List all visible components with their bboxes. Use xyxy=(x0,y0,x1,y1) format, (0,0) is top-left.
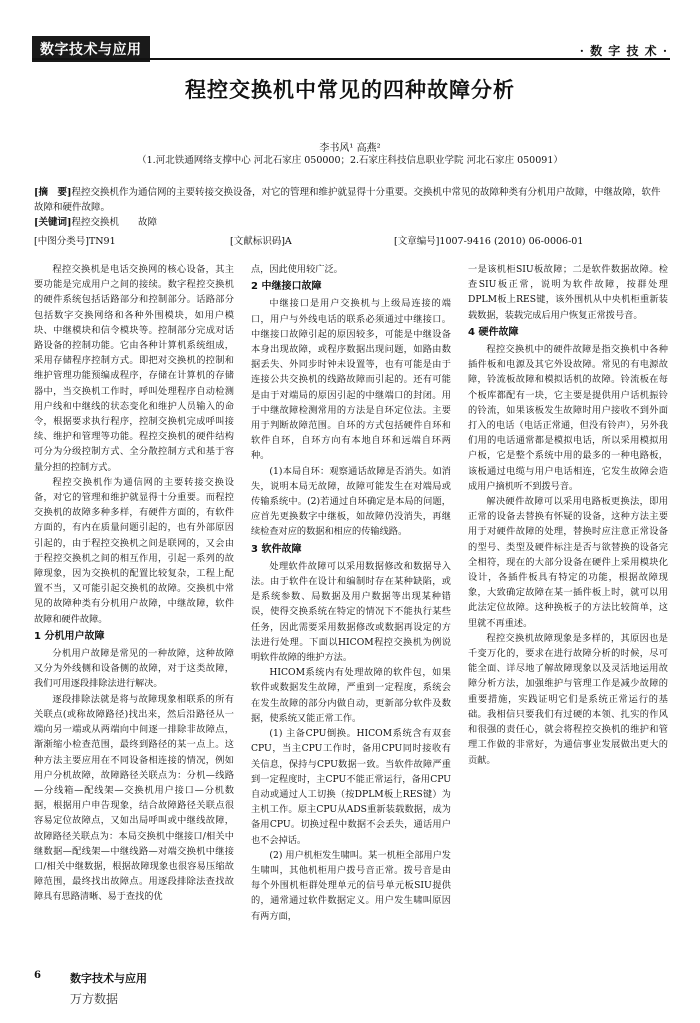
clc-number: [中图分类号]TN91 xyxy=(34,236,116,247)
paragraph: 程控交换机中的硬件故障是指交换机中各种插件板和电源及其它外设故障。常见的有电源故障，铃流板故障和模拟话机的故障。铃流板在每个板库都配有一块，它主要是提供用户话机振铃的铃流，如果该板发生故障时用户接收不到外面打入的电话（电话正常通，但没有铃声），另外我们用的电话通常都是模拟电话，所以采用模拟用户板，它是整个系统中用的最多的一种电路板，该板通过电缆与用户电话相连，它发生故障会造成用户摘机听不到拨号音。 xyxy=(468,344,668,492)
paragraph: 一是该机柜SIU板故障；二是软件数据故障。检查SIU板正常，说明为软件故障，按群处理DPLM板上RES键，该外围机从中央机柜重新装载数据，装载完成后用户恢复正常拨号音。 xyxy=(468,264,668,321)
paragraph: 程控交换机故障现象是多样的，其原因也是千变万化的，要求在进行故障分析的时候，尽可能全面、详尽地了解故障现象以及灵活地运用故障分析方法，加强维护与管理工作是减少故障的重要措施，实践证明它们是系统正常运行的基础。我相信只要我们有过硬的本领、扎实的作风和很强的责任心，就会将程控交换机的维护和管理工作做的非常好，为通信事业发展做出更大的贡献。 xyxy=(468,632,668,766)
paragraph: (1)本局自环：观察通话故障是否消失。如消失，说明本局无故障，故障可能发生在对端局或传输系统中。(2)若通过自环确定是本局的问题，应首先更换数字中继板，如故障仍没消失，再继续检查对应的数据和相应的传输线路。 xyxy=(251,465,451,538)
section-heading: 3 软件故障 xyxy=(251,543,302,555)
abstract xyxy=(34,185,662,230)
section-heading: 1 分机用户故障 xyxy=(34,630,105,642)
paragraph: (1) 主备CPU倒换。HICOM系统含有双套CPU，当主CPU工作时，备用CPU同时接收有关信息，保持与CPU数据一致。当软件故障严重到一定程度时，主CPU不能正常运行，备用CPU自动或通过人工切换（按DPLM板上RES键）为主机工作。原主CPU从ADS重新装载数据，成为备用CPU。切换过程中数据不会丢失，通话用户也不会掉话。 xyxy=(251,728,451,846)
article-number: [文章编号]1007-9416 (2010) 06-0006-01 xyxy=(394,236,584,247)
abstract-text: 程控交换机作为通信网的主要转接交换设备，对它的管理和维护就显得十分重要。交换机中常见的故障种类有分机用户故障，中继故障，软件故障和硬件故障。 xyxy=(34,187,661,213)
keywords: 程控交换机 故障 xyxy=(71,217,158,228)
paragraph: HICOM系统内有处理故障的软件包，如果软件或数据发生故障，严重到一定程度，系统会在发生故障的部分内做自动，更新部分软件及数据，使系统又能正常工作。 xyxy=(251,667,451,724)
section-heading: 2 中继接口故障 xyxy=(251,281,322,293)
body-columns xyxy=(34,262,668,952)
section-tag: 数字技术与应用 xyxy=(32,36,150,62)
keywords-label: [关键词] xyxy=(34,217,72,228)
paragraph: 点，因此使用较广泛。 xyxy=(251,264,343,275)
column-3 xyxy=(468,262,668,952)
paragraph: 处理软件故障可以采用数据修改和数据导入法。由于软件在设计和编制时存在某种缺陷，或是系统参数、局数据及用户数据等出现某种错误，使得交换系统在特定的情况下不能执行某些任务，因此需要采用数据修改或数据再设定的方法进行处理。下面以HICOM程控交换机为例说明软件故障的维护方法。 xyxy=(251,560,451,664)
paragraph: 程控交换机作为通信网的主要转接交换设备，对它的管理和维护就显得十分重要。而程控交换机的故障多种多样，有硬件方面的，有软件方面的，有内在质量问题引起的，也有外部原因引起的，由于程控交换机之间是联网的，又会由于程控交换机之间的相互作用，引起一系列的故障现象，因为交换机的配置比较复杂，工程上配置不当，又可能引起交换机的故障。交换机中常见的故障种类有分机用户故障，中继故障，软件故障和硬件故障。 xyxy=(34,476,234,625)
column-1 xyxy=(34,262,234,952)
column-2 xyxy=(251,262,451,952)
paragraph: 程控交换机是电话交换网的核心设备，其主要功能是完成用户之间的接续。数字程控交换机的硬件系统包括话路部分和控制部分。话路部分包括数字交换网络和各种外围模块，如用户模块、中继模块和信令模块等。控制部分完成对话路设备的控制功能。它由各种计算机系统组成，采用存储程序控制方式。即把对交换机的控制和维护管理功能预编成程序，存储在计算机的存储器中，当交换机工作时，呼叫处理程序自动检测用户线和中继线的状态变化和维护人员输入的命令，根据要求执行程序，控制交换机完成呼叫接续、维护和管理等功能。程控交换机的硬件结构可分为分级控制方式、全分散控制方式和基于容量分担的控制方式。 xyxy=(34,264,234,473)
running-header: · 数 字 技 术 · xyxy=(579,44,668,58)
watermark: 万方数据 xyxy=(70,992,119,1006)
authors: 李书风¹ 高燕² xyxy=(319,143,381,154)
page-number: 6 xyxy=(34,970,41,981)
paragraph: 中继接口是用户交换机与上级局连接的端口，用户与外线电话的联系必须通过中继接口。中继接口故障引起的原因较多，可能是中继设备本身出现故障，或程序数据出现问题，如路由数据丢失、外同步时钟未设置等，也有可能是由于连接公共交换机的线路故障而引起的。还有可能是由于对端局的原因引起的中继端口的封闭。用于中继故障检测常用的方法是自环定位法。主要用于判断故障范围。自环的方式包括硬件自环和软件自环，自环方向有本地自环和远端自环两种。 xyxy=(251,298,451,462)
paragraph: 分机用户故障是常见的一种故障，这种故障又分为外线侧和设备侧的故障，对于这类故障，我们可用逐段排除法进行解决。 xyxy=(34,648,234,690)
header-rule xyxy=(32,58,670,60)
footer-journal: 数字技术与应用 xyxy=(70,972,147,985)
document-code: [文献标识码]A xyxy=(230,236,292,247)
paragraph: 解决硬件故障可以采用电路板更换法，即用正常的设备去替换有怀疑的设备，这种方法主要用于对硬件故障的处理，替换时应注意正常设备的型号、类型及硬件标注是否与欲替换的设备完全相符，现在的大部分设备在硬件上采用模块化设计，各插件板具有特定的功能，根据故障现象，大致确定故障在某一插件板上时，就可以用此法定位故障。这种换板子的方法比较简单，这里就不再重述。 xyxy=(468,496,668,629)
article-title: 程控交换机中常见的四种故障分析 xyxy=(185,77,515,102)
paragraph: 逐段排除法就是将与故障现象相联系的所有关联点(或称故障路径)找出来，然后沿路径从一端向另一端或从两端向中间逐一排除非故障点，渐渐缩小检查范围，最终到路径的某一点上。这种方法主要应用在不同设备相连接的情况，例如用户分机故障，故障路径关联点为：分机—线路—分线箱—配线架—交换机用户接口—分机数据，根据用户申告现象，结合故障路径关联点很容易定位故障点，又如出局呼叫或中继线故障，故障路径关联点为：本局交换机中继接口/相关中继数据—配线架—中继线路—对端交换机中继接口/相关中继数据，根据故障现象也很容易压缩故障范围，最终找出故障点。用逐段排除法查找故障具有思路清晰、易于查找的优 xyxy=(34,693,234,903)
paragraph: (2) 用户机柜发生啸叫。某一机柜全部用户发生啸叫，其他机柜用户拨号音正常。拨号音是由每个外围机柜群处理单元的信号单元板SIU提供的，通常通过软件数据定义。用户发生啸叫原因有两方面， xyxy=(251,849,451,922)
affiliation: （1.河北铁通网络支撑中心 河北石家庄 050000；2.石家庄科技信息职业学院 河北石家庄 050091） xyxy=(137,155,563,166)
section-heading: 4 硬件故障 xyxy=(468,326,519,338)
abstract-label: [摘 要] xyxy=(34,187,72,198)
